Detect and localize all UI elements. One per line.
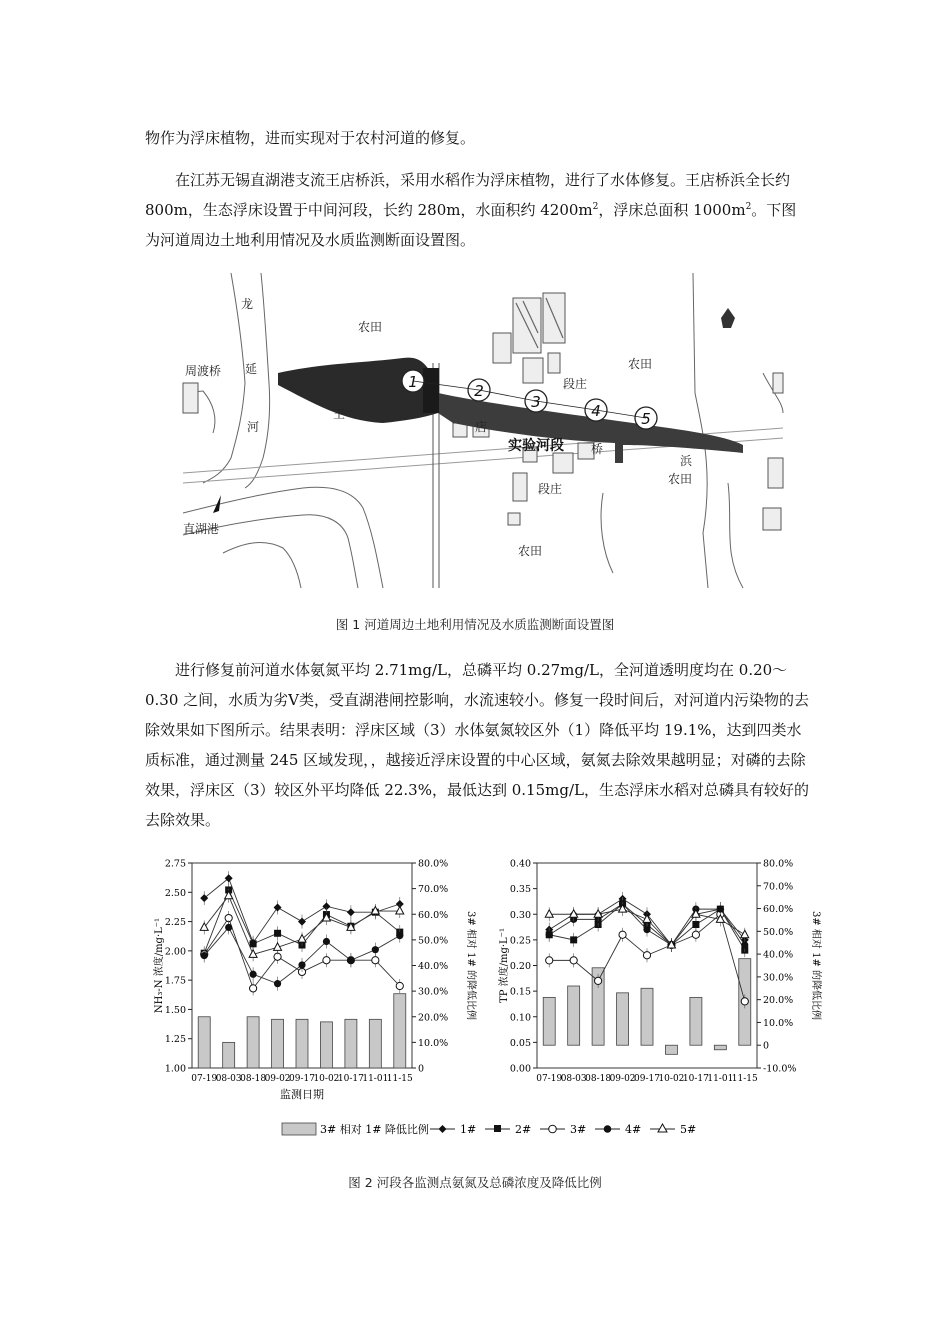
y-tick-label: 0.00 xyxy=(509,1063,531,1075)
square-marker-icon xyxy=(494,1125,501,1132)
data-point xyxy=(396,932,403,939)
map-label: 河 xyxy=(247,420,260,434)
map-label: 龙 xyxy=(241,297,254,311)
y2-tick-label: 40.0% xyxy=(418,961,449,972)
map-label: 浜 xyxy=(680,454,693,468)
x-tick-label: 07-19 xyxy=(191,1074,218,1084)
bar xyxy=(272,1019,284,1068)
y-tick-label: 0.35 xyxy=(509,884,531,896)
paragraph-text: 物作为浮床植物，进而实现对于农村河道的修复。 xyxy=(145,129,476,147)
y2-tick-label: 30.0% xyxy=(763,972,794,984)
y2-tick-label: 0 xyxy=(418,1063,425,1075)
x-tick-label: 08-03 xyxy=(215,1074,242,1084)
bar xyxy=(296,1019,308,1068)
y2-tick-label: 40.0% xyxy=(763,949,794,961)
bar xyxy=(641,988,653,1045)
x-tick-label: 08-03 xyxy=(560,1074,587,1084)
open-circle-marker-icon xyxy=(549,1125,557,1133)
x-tick-label: 09-02 xyxy=(264,1074,291,1084)
y2-tick-label: 0 xyxy=(763,1040,770,1052)
map-label: 段庄 xyxy=(563,377,588,391)
y-tick-label: 0.30 xyxy=(509,909,531,921)
paragraph-text: 进行修复前河道水体氨氮平均 2.71mg/L，总磷平均 0.27mg/L，全河道透明度均在 0.20～0.30 之间，水质为劣Ⅴ类，受直湖港闸控影响，水流速较小。修复一段时间后，对河道内污染物的去除效果如下图所示。结果表明：浮床区域（3）水体氨氮较区外（1）降低平均 19.1%，达到四类水质标准，通过测量 245 区域发现，，越接近浮床设置的中心区域，氨氮去除效果越明显；对磷的去除效果，浮床区（3）较区外平均降低 22.3%，最低达到 0.15mg/L，生态浮床水稻对总磷具有较好的去除效果。 xyxy=(145,661,810,829)
y2-tick-label: 30.0% xyxy=(418,986,449,998)
y2-axis-label: 3# 相对 1# 的降低比例 xyxy=(810,910,821,1021)
paragraph-intro-end xyxy=(145,123,810,153)
river-map-figure xyxy=(183,273,783,588)
y2-tick-label: 70.0% xyxy=(418,884,449,896)
data-point xyxy=(298,935,306,943)
data-point xyxy=(201,952,208,959)
bar xyxy=(198,1017,210,1068)
y-tick-label: 2.00 xyxy=(164,946,186,958)
data-point xyxy=(372,957,379,964)
data-point xyxy=(396,907,404,915)
x-tick-label: 07-19 xyxy=(536,1074,563,1084)
y2-tick-label: 10.0% xyxy=(763,1017,794,1029)
map-label: 段庄 xyxy=(538,482,563,496)
x-axis-label: 监测日期 xyxy=(280,1088,324,1101)
x-tick-label: 11-01 xyxy=(362,1074,389,1084)
legend-s1: 1# xyxy=(460,1123,477,1136)
data-point xyxy=(274,980,281,987)
figure2-caption: 图 2 河段各监测点氨氮及总磷浓度及降低比例 xyxy=(348,1175,602,1190)
figure1-caption: 图 1 河道周边土地利用情况及水质监测断面设置图 xyxy=(335,617,615,632)
x-tick-label: 08-18 xyxy=(240,1074,267,1084)
y2-tick-label: 50.0% xyxy=(418,935,449,947)
paragraph-text: ，浮床总面积 1000m xyxy=(598,201,746,219)
data-point xyxy=(250,985,257,992)
monitor-point-2: 2 xyxy=(474,382,484,400)
map-label: 农田 xyxy=(518,544,543,558)
y2-tick-label: 20.0% xyxy=(763,995,794,1007)
map-label: 王 xyxy=(333,407,346,421)
data-point xyxy=(570,957,577,964)
y-axis-label: TP 浓度/mg·L⁻¹ xyxy=(499,928,510,1003)
circle-marker-icon xyxy=(604,1125,612,1133)
diamond-marker-icon xyxy=(439,1125,447,1133)
y-tick-label: 0.20 xyxy=(509,961,531,972)
x-tick-label: 11-15 xyxy=(386,1074,413,1084)
y-tick-label: 0.40 xyxy=(509,858,531,870)
map-label: 延 xyxy=(245,362,258,376)
data-point xyxy=(250,971,257,978)
y-axis-label: NH₃-N 浓度/mg·L⁻¹ xyxy=(154,917,165,1014)
paragraph-site-description xyxy=(145,165,810,255)
y2-tick-label: 20.0% xyxy=(418,1012,449,1024)
y2-tick-label: 60.0% xyxy=(418,909,449,921)
bar xyxy=(543,997,555,1045)
bar xyxy=(568,986,580,1045)
map-label: 农田 xyxy=(358,320,383,334)
map-label: 桥 xyxy=(591,442,604,456)
data-point xyxy=(396,982,403,989)
map-label: 周渡桥 xyxy=(185,364,222,378)
y2-tick-label: 10.0% xyxy=(418,1037,449,1049)
y-tick-label: 0.25 xyxy=(509,935,531,947)
y-tick-label: 1.25 xyxy=(164,1034,186,1046)
x-tick-label: 09-17 xyxy=(634,1074,660,1084)
legend-s5: 5# xyxy=(680,1123,697,1136)
legend-bar-label: 3# 相对 1# 降低比例 xyxy=(320,1123,429,1136)
data-point xyxy=(372,946,379,953)
monitor-point-4: 4 xyxy=(591,402,601,420)
x-tick-label: 08-18 xyxy=(585,1074,612,1084)
map-label-experiment: 实验河段 xyxy=(508,438,564,454)
y-tick-label: 2.25 xyxy=(164,917,186,929)
data-point xyxy=(546,957,553,964)
map-label: 直湖港 xyxy=(183,522,220,536)
data-point xyxy=(692,931,699,938)
map-label: 农田 xyxy=(668,472,693,486)
bar xyxy=(247,1017,259,1068)
y2-tick-label: 70.0% xyxy=(763,881,794,893)
data-point xyxy=(741,941,748,948)
y2-tick-label: 80.0% xyxy=(418,858,449,870)
nh3-chart xyxy=(150,853,476,1113)
bar xyxy=(394,994,406,1068)
data-point xyxy=(717,906,724,913)
monitor-point-5: 5 xyxy=(641,410,651,428)
x-tick-label: 11-01 xyxy=(707,1074,734,1084)
data-point xyxy=(741,998,748,1005)
paragraph-text: 在江苏无锡直湖港支流王店桥浜，采用水稻作为浮床植物，进行了水体修复。王店桥浜全长约 800m，生态浮床设置于中间河段，长约 280m，水面积约 4200m xyxy=(145,171,791,219)
bar xyxy=(320,1022,332,1068)
data-point xyxy=(225,924,232,931)
paragraph-results xyxy=(145,655,810,835)
y-tick-label: 1.75 xyxy=(164,975,186,987)
data-point xyxy=(570,936,577,943)
chart-legend xyxy=(280,1118,700,1140)
legend-s3: 3# xyxy=(570,1123,587,1136)
data-point xyxy=(250,940,257,947)
y-tick-label: 2.75 xyxy=(164,858,186,870)
data-point xyxy=(323,957,330,964)
triangle-marker-icon xyxy=(658,1124,667,1132)
data-point xyxy=(546,931,553,938)
tp-chart xyxy=(495,853,821,1113)
y-tick-label: 0.10 xyxy=(509,1012,531,1024)
legend-s2: 2# xyxy=(515,1123,532,1136)
bar xyxy=(345,1019,357,1068)
bar xyxy=(369,1019,381,1068)
data-point xyxy=(347,908,355,916)
y2-tick-label: 80.0% xyxy=(763,858,794,870)
y-tick-label: 2.50 xyxy=(164,887,186,899)
x-tick-label: 09-17 xyxy=(289,1074,315,1084)
monitor-point-3: 3 xyxy=(531,393,541,411)
bar xyxy=(714,1045,726,1050)
bar xyxy=(665,1045,677,1054)
y-tick-label: 0.05 xyxy=(509,1037,531,1049)
bar xyxy=(690,997,702,1045)
x-tick-label: 10-02 xyxy=(658,1074,685,1084)
data-point xyxy=(692,921,699,928)
map-label: 店 xyxy=(475,420,488,434)
data-point xyxy=(274,904,282,912)
y2-tick-label: 60.0% xyxy=(763,904,794,916)
monitor-point-1: 1 xyxy=(408,373,418,391)
y2-axis-label: 3# 相对 1# 的降低比例 xyxy=(465,910,476,1021)
paragraph-text: 。下图为河道周边土地利用情况及水质监测断面设置图。 xyxy=(145,201,797,249)
x-tick-label: 11-15 xyxy=(731,1074,758,1084)
legend-bar-swatch xyxy=(282,1123,316,1135)
x-tick-label: 10-17 xyxy=(682,1074,709,1084)
x-tick-label: 10-17 xyxy=(337,1074,364,1084)
y2-tick-label: 50.0% xyxy=(763,926,794,938)
y-tick-label: 1.50 xyxy=(164,1004,186,1016)
data-point xyxy=(347,957,354,964)
data-point xyxy=(298,961,305,968)
data-point xyxy=(741,930,749,938)
map-label: 农田 xyxy=(628,357,653,371)
legend-s4: 4# xyxy=(625,1123,642,1136)
superscript: 2 xyxy=(745,202,752,212)
bar xyxy=(223,1042,235,1068)
data-point xyxy=(545,910,553,918)
bar xyxy=(617,993,629,1045)
x-tick-label: 10-02 xyxy=(313,1074,340,1084)
data-point xyxy=(619,931,626,938)
x-tick-label: 09-02 xyxy=(609,1074,636,1084)
data-point xyxy=(595,977,602,984)
data-point xyxy=(298,918,306,926)
data-point xyxy=(643,952,650,959)
y2-tick-label: -10.0% xyxy=(763,1063,797,1075)
data-point xyxy=(643,926,650,933)
data-point xyxy=(323,938,330,945)
y-tick-label: 1.00 xyxy=(164,1063,186,1075)
superscript: 2 xyxy=(592,202,599,212)
y-tick-label: 0.15 xyxy=(509,986,531,998)
data-point xyxy=(274,930,281,937)
